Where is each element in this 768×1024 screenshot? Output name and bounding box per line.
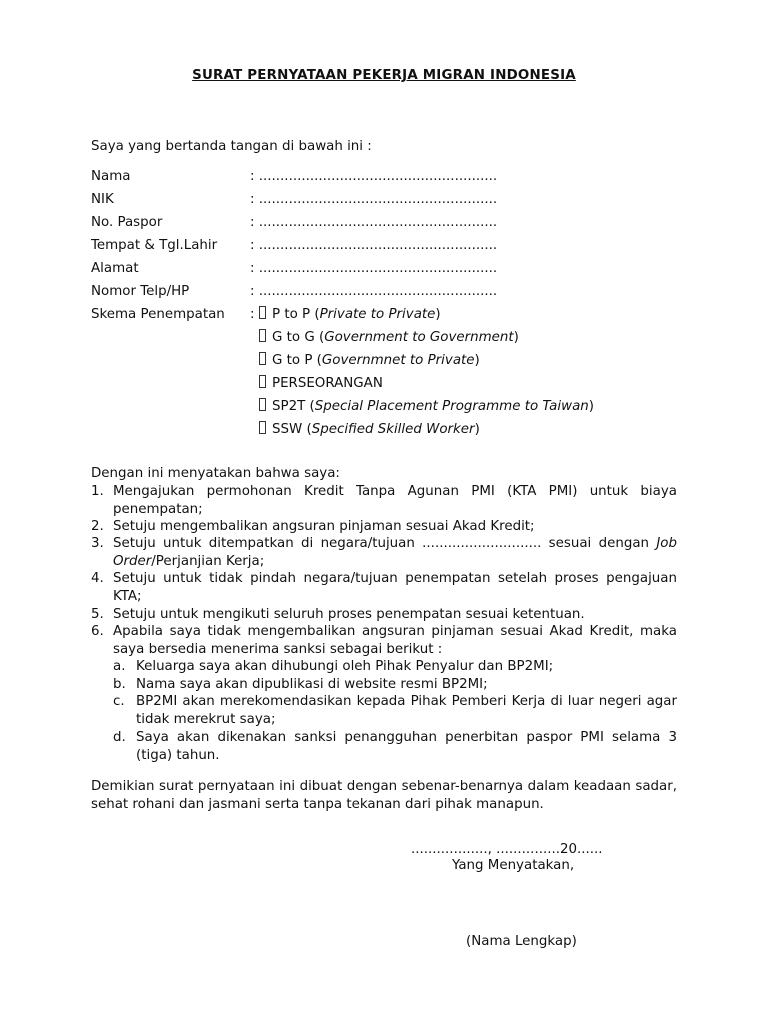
- signature-signer: Yang Menyatakan,: [452, 858, 575, 873]
- checkbox-icon[interactable]: [259, 329, 266, 342]
- skema-option-gtog[interactable]: G to G (Government to Government): [259, 329, 519, 347]
- subpoint-mark: a.: [113, 659, 126, 674]
- point-6: Apabila saya tidak mengembalikan angsuran pinjaman sesuai Akad Kredit, maka saya bersedia menerima sanksi sebagai berikut :: [113, 624, 677, 657]
- field-value-ttl: : ........................................................: [250, 238, 498, 253]
- point-3-text-b: /Perjanjian Kerja;: [151, 553, 265, 569]
- point-number: 2.: [91, 519, 104, 534]
- point-3-text-a: Setuju untuk ditempatkan di negara/tujuan ............................ sesuai dengan: [113, 536, 657, 551]
- point-number: 6.: [91, 624, 104, 639]
- field-value-alamat: : ........................................................: [250, 261, 498, 276]
- field-label-nik: NIK: [91, 192, 114, 207]
- skema-option-desc: Specified Skilled Worker: [311, 422, 475, 437]
- point-number: 5.: [91, 607, 104, 622]
- skema-option-desc: Government to Government: [324, 330, 514, 345]
- point-number: 1.: [91, 484, 104, 499]
- field-value-telp: : ........................................................: [250, 284, 498, 299]
- field-label-nama: Nama: [91, 169, 131, 184]
- point-4: Setuju untuk tidak pindah negara/tujuan penempatan setelah proses pengajuan KTA;: [113, 571, 677, 604]
- field-value-paspor: : ........................................................: [250, 215, 498, 230]
- skema-option-perseorangan[interactable]: [259, 375, 383, 393]
- skema-option-gtop[interactable]: G to P (Governmnet to Private): [259, 352, 480, 370]
- intro-text: Saya yang bertanda tangan di bawah ini :: [91, 139, 372, 154]
- point-2: Setuju mengembalikan angsuran pinjaman sesuai Akad Kredit;: [113, 519, 535, 534]
- closing-paragraph: Demikian surat pernyataan ini dibuat dengan sebenar-benarnya dalam keadaan sadar, sehat rohani dan jasmani serta tanpa tekanan dari pihak manapun.: [91, 779, 677, 812]
- skema-option-sp2t[interactable]: SP2T (Special Placement Programme to Taiwan): [259, 398, 594, 416]
- skema-option-code: PERSEORANGAN: [272, 376, 383, 391]
- skema-option-code: G to G: [272, 330, 315, 345]
- checkbox-icon[interactable]: [259, 421, 266, 434]
- document-title: SURAT PERNYATAAN PEKERJA MIGRAN INDONESIA: [192, 68, 576, 83]
- statement-intro: Dengan ini menyatakan bahwa saya:: [91, 466, 340, 481]
- skema-option-code: G to P: [272, 353, 313, 368]
- checkbox-icon[interactable]: [259, 306, 266, 319]
- signature-name: (Nama Lengkap): [466, 934, 577, 949]
- subpoint-mark: d.: [113, 730, 126, 745]
- checkbox-icon[interactable]: [259, 352, 266, 365]
- skema-option-desc: Private to Private: [319, 307, 436, 322]
- skema-option-code: P to P: [272, 307, 311, 322]
- point-1: Mengajukan permohonan Kredit Tanpa Agunan PMI (KTA PMI) untuk biaya penempatan;: [113, 484, 677, 517]
- checkbox-icon[interactable]: [259, 398, 266, 411]
- subpoint-a: Keluarga saya akan dihubungi oleh Pihak Penyalur dan BP2MI;: [136, 659, 554, 674]
- field-label-paspor: No. Paspor: [91, 215, 163, 230]
- subpoint-mark: c.: [113, 694, 125, 709]
- field-label-alamat: Alamat: [91, 261, 139, 276]
- point-number: 3.: [91, 536, 104, 551]
- subpoint-mark: b.: [113, 677, 126, 692]
- subpoint-d: Saya akan dikenakan sanksi penangguhan penerbitan paspor PMI selama 3 (tiga) tahun.: [136, 730, 677, 763]
- field-value-nik: : ........................................................: [250, 192, 498, 207]
- field-label-telp: Nomor Telp/HP: [91, 284, 190, 299]
- field-label-ttl: Tempat & Tgl.Lahir: [91, 238, 218, 253]
- point-3: [113, 535, 677, 570]
- skema-label: Skema Penempatan: [91, 307, 225, 322]
- subpoint-b: Nama saya akan dipublikasi di website resmi BP2MI;: [136, 677, 488, 692]
- point-3-italic: Job Order: [113, 536, 677, 569]
- point-number: 4.: [91, 571, 104, 586]
- subpoint-c: BP2MI akan merekomendasikan kepada Pihak Pemberi Kerja di luar negeri agar tidak merekrut saya;: [136, 694, 677, 727]
- checkbox-icon[interactable]: [259, 375, 266, 388]
- skema-colon: :: [250, 307, 255, 322]
- skema-option-desc: Special Placement Programme to Taiwan: [314, 399, 589, 414]
- skema-option-ssw[interactable]: SSW (Specified Skilled Worker): [259, 421, 480, 439]
- skema-option-code: SP2T: [272, 399, 306, 414]
- skema-option-ptop[interactable]: P to P (Private to Private): [259, 306, 441, 324]
- skema-option-code: SSW: [272, 422, 303, 437]
- field-value-nama: : ........................................................: [250, 169, 498, 184]
- point-5: Setuju untuk mengikuti seluruh proses penempatan sesuai ketentuan.: [113, 607, 585, 622]
- signature-place-date: .................., ...............20......: [411, 842, 603, 857]
- skema-option-desc: Governmnet to Private: [321, 353, 475, 368]
